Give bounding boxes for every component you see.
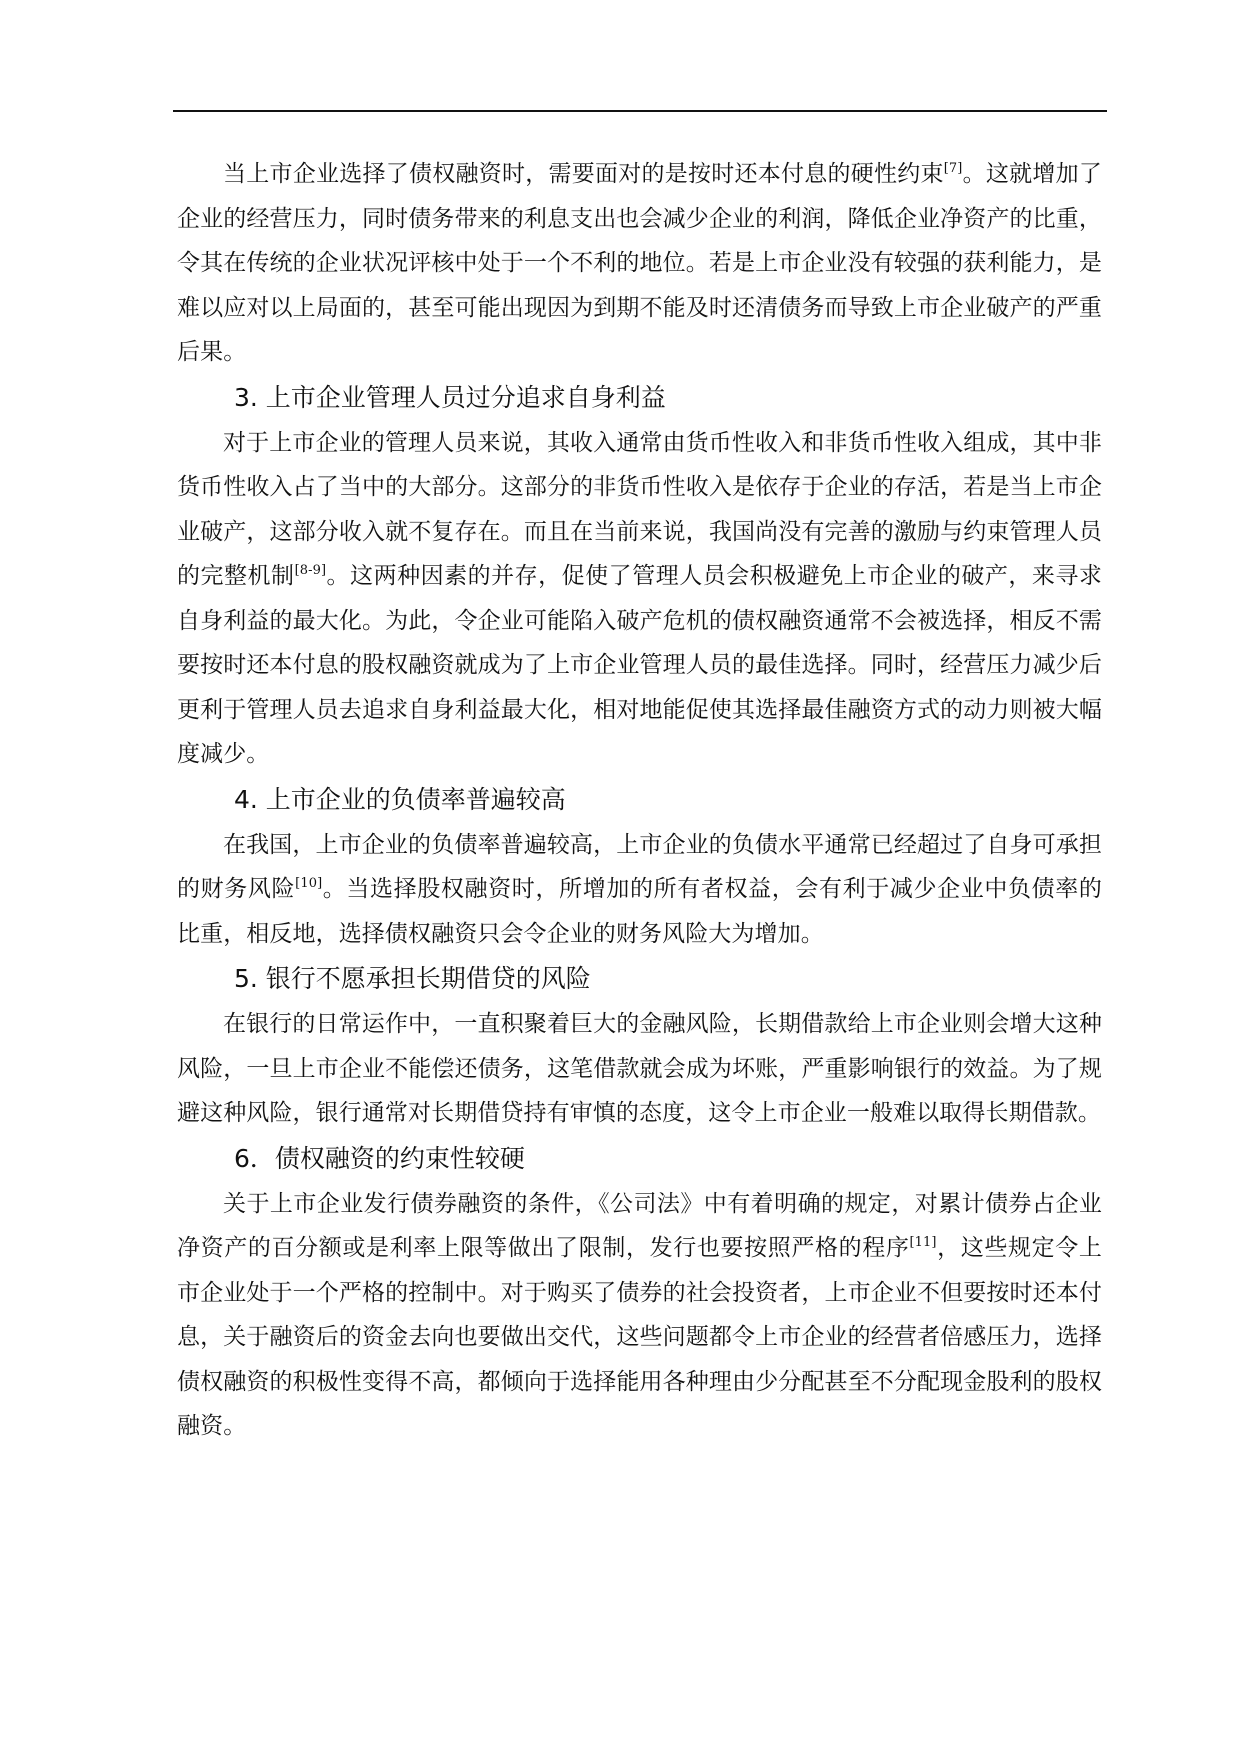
header-rule	[173, 110, 1107, 112]
document-body	[177, 152, 1102, 1449]
body-paragraph	[177, 1182, 1102, 1449]
body-paragraph	[177, 421, 1102, 777]
text-run: 在银行的日常运作中，一直积聚着巨大的金融风险，长期借款给上市企业则会增大这种风险，一旦上市企业不能偿还债务，这笔借款就会成为坏账，严重影响银行的效益。为了规避这种风险，银行通常对长期借贷持有审慎的态度，这令上市企业一般难以取得长期借款。	[177, 1011, 1102, 1126]
citation-ref: [8-9]	[294, 563, 327, 578]
text-run: 。这两种因素的并存，促使了管理人员会积极避免上市企业的破产，来寻求自身利益的最大化。为此，令企业可能陷入破产危机的债权融资通常不会被选择，相反不需要按时还本付息的股权融资就成为了上市企业管理人员的最佳选择。同时，经营压力减少后更利于管理人员去追求自身利益最大化，相对地能促使其选择最佳融资方式的动力则被大幅度减少。	[177, 563, 1102, 767]
text-run: 。当选择股权融资时，所增加的所有者权益，会有利于减少企业中负债率的比重，相反地，选择债权融资只会令企业的财务风险大为增加。	[177, 876, 1102, 947]
section-heading	[177, 777, 1102, 823]
section-heading	[177, 375, 1102, 421]
citation-ref: [11]	[909, 1235, 937, 1250]
text-run: 3. 上市企业管理人员过分追求自身利益	[234, 382, 666, 412]
section-heading	[177, 1136, 1102, 1182]
text-run: ，这些规定令上市企业处于一个严格的控制中。对于购买了债券的社会投资者，上市企业不但要按时还本付息，关于融资后的资金去向也要做出交代，这些问题都令上市企业的经营者倍感压力，选择债权融资的积极性变得不高，都倾向于选择能用各种理由少分配甚至不分配现金股利的股权融资。	[177, 1235, 1102, 1439]
text-run: 6．债权融资的约束性较硬	[234, 1143, 525, 1173]
citation-ref: [7]	[943, 161, 963, 176]
text-run: 在我国，上市企业的负债率普遍较高，上市企业的负债水平通常已经超过了自身可承担的财务风险	[177, 831, 1102, 902]
body-paragraph	[177, 1002, 1102, 1136]
section-heading	[177, 956, 1102, 1002]
text-run: 5. 银行不愿承担长期借贷的风险	[234, 964, 591, 993]
text-run: 当上市企业选择了债权融资时，需要面对的是按时还本付息的硬性约束	[223, 161, 944, 187]
citation-ref: [10]	[295, 876, 323, 891]
text-run: 对于上市企业的管理人员来说，其收入通常由货币性收入和非货币性收入组成，其中非货币性收入占了当中的大部分。这部分的非货币性收入是依存于企业的存活，若是当上市企业破产，这部分收入就不复存在。而且在当前来说，我国尚没有完善的激励与约束管理人员的完整机制	[177, 429, 1102, 589]
text-run: 4. 上市企业的负债率普遍较高	[234, 784, 566, 814]
body-paragraph	[177, 152, 1102, 375]
text-run: 关于上市企业发行债券融资的条件，《公司法》中有着明确的规定，对累计债券占企业净资产的百分额或是利率上限等做出了限制，发行也要按照严格的程序	[177, 1190, 1102, 1261]
text-run: 。这就增加了企业的经营压力，同时债务带来的利息支出也会减少企业的利润，降低企业净资产的比重，令其在传统的企业状况评核中处于一个不利的地位。若是上市企业没有较强的获利能力，是难以应对以上局面的，甚至可能出现因为到期不能及时还清债务而导致上市企业破产的严重后果。	[177, 161, 1102, 365]
body-paragraph	[177, 823, 1102, 957]
